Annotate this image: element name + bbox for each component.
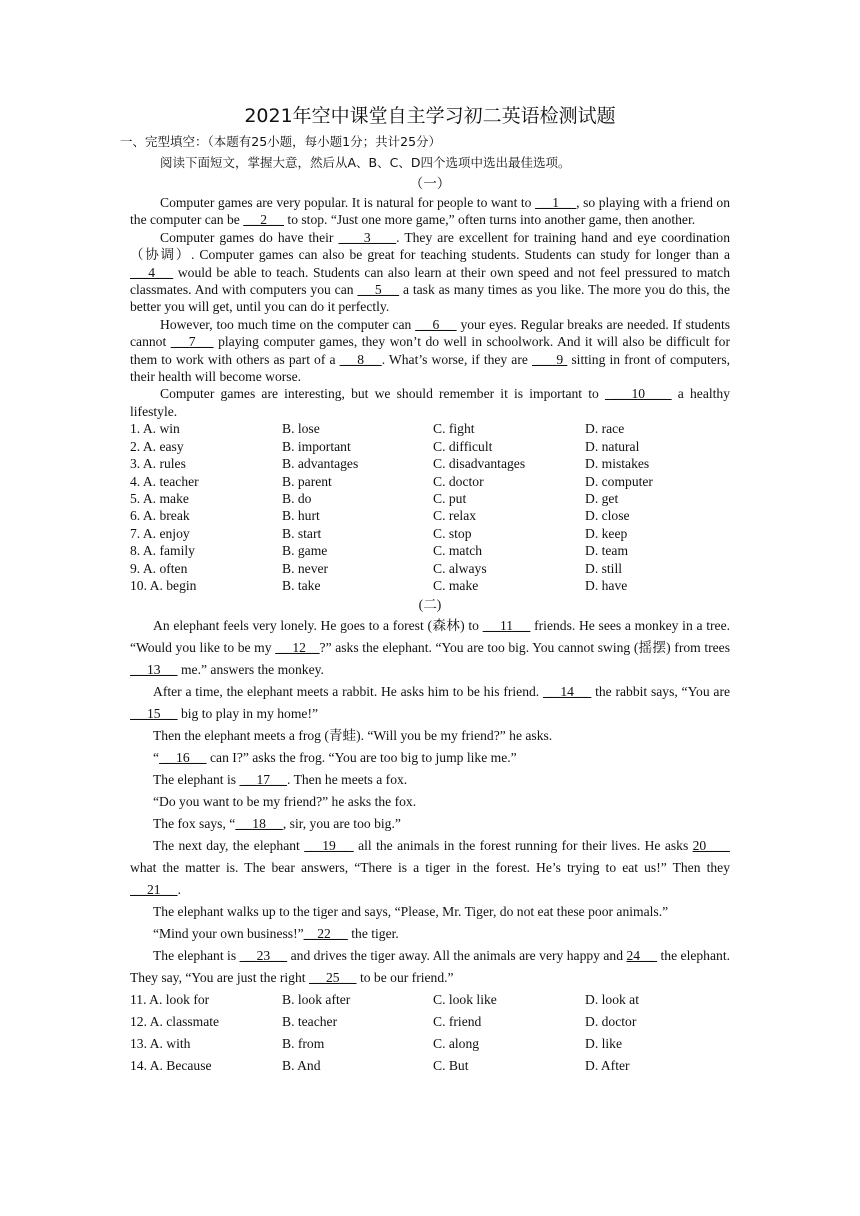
passage-text: Computer games are very popular. It is natural for people to want to [160, 195, 536, 210]
option-cell: D. doctor [585, 1014, 637, 1030]
option-cell: 5. A. make [130, 490, 189, 506]
option-row [130, 577, 730, 594]
page-title: 2021年空中课堂自主学习初二英语检测试题 [244, 105, 616, 127]
passage-2 [130, 615, 730, 989]
passage-text: the tiger. [347, 926, 399, 942]
option-cell: B. start [282, 525, 322, 541]
passage-paragraph [130, 813, 730, 835]
answer-blank: __16__ [159, 750, 207, 766]
passage-text: . They are excellent for training hand and eye coordination（协调）. Computer games can also be great for teaching students. Students can study for longer than a [130, 229, 730, 263]
passage-text: . Then he meets a fox. [287, 772, 408, 788]
passage-text: , so playing with a friend on the computer can be [130, 195, 731, 228]
passage-text: all the animals in the forest running for their lives. He asks [353, 838, 693, 854]
option-cell: B. lose [282, 421, 320, 437]
answer-blank: __21__ [130, 882, 178, 898]
option-cell: D. have [585, 577, 628, 593]
answer-blank: __7__ [170, 334, 214, 350]
option-cell: D. team [585, 543, 629, 559]
answer-blank: __18__ [235, 816, 283, 832]
answer-blank: __5__ [357, 282, 400, 298]
passage-text: to be our friend.” [356, 970, 454, 986]
passage-paragraph [130, 945, 730, 989]
option-cell: 12. A. classmate [130, 1014, 220, 1030]
option-cell: C. disadvantages [433, 456, 526, 472]
answer-blank: __8__ [339, 351, 382, 367]
passage-paragraph [130, 769, 730, 791]
option-cell: C. match [433, 543, 483, 559]
option-row [130, 560, 730, 577]
option-cell: B. hurt [282, 508, 320, 524]
option-cell: 6. A. break [130, 508, 190, 524]
passage-paragraph [130, 615, 730, 681]
option-cell: C. look like [433, 992, 497, 1008]
option-cell: D. close [585, 508, 630, 524]
option-cell: B. never [282, 560, 329, 576]
answer-blank: ___3___ [338, 229, 397, 245]
option-row [130, 1033, 730, 1055]
option-cell: C. along [433, 1036, 480, 1052]
passage-text: your eyes. Regular breaks are needed. If students cannot [130, 316, 731, 350]
passage-text: playing computer games, they won’t do well in schoolwork. And it will also be difficult for them to work with others as part of a [130, 334, 731, 367]
option-row [130, 438, 730, 455]
passage-text: me.” answers the monkey. [177, 662, 324, 678]
option-cell: D. natural [585, 438, 640, 454]
option-cell: B. game [282, 543, 328, 559]
answer-blank: __13__ [130, 662, 178, 678]
option-cell: D. mistakes [585, 456, 650, 472]
option-cell: 14. A. Because [130, 1058, 212, 1074]
passage-text: The fox says, “ [153, 816, 236, 832]
option-cell: B. take [282, 577, 321, 593]
option-cell: C. friend [433, 1014, 482, 1030]
passage-text: and drives the tiger away. All the animals are very happy and [287, 948, 627, 964]
passage-paragraph [130, 385, 730, 420]
answer-blank: __12__ [275, 640, 320, 656]
answer-blank: __11__ [482, 618, 531, 634]
answer-blank: __17__ [239, 772, 288, 788]
passage-paragraph [130, 316, 730, 386]
passage-text: to stop. “Just one more game,” often turns into another game, then another. [284, 212, 696, 228]
option-cell: 1. A. win [130, 421, 180, 437]
option-cell: D. still [585, 560, 623, 576]
option-cell: 7. A. enjoy [130, 525, 190, 541]
passage-paragraph [130, 923, 730, 945]
option-cell: D. computer [585, 473, 653, 489]
passage-text: , sir, you are too big.” [282, 816, 401, 832]
option-cell: B. from [282, 1036, 325, 1052]
option-cell: D. get [585, 490, 619, 506]
passage-text: “ [153, 750, 160, 766]
option-row [130, 1055, 730, 1077]
option-row [130, 1011, 730, 1033]
option-row [130, 525, 730, 542]
passage-text: can I?” asks the frog. “You are too big to jump like me.” [206, 750, 517, 766]
part-label-2: (二) [418, 597, 442, 613]
answer-blank: __22__ [303, 926, 348, 942]
passage-paragraph [130, 681, 730, 725]
answer-blank: __23__ [239, 948, 288, 964]
passage-text: the elephant. They say, “You are just the right [130, 948, 730, 986]
passage-text: what the matter is. The bear answers, “There is a tiger in the forest. He’s trying to eat us!” Then they [130, 860, 730, 876]
option-cell: C. difficult [433, 438, 493, 454]
option-cell: 4. A. teacher [130, 473, 199, 489]
passage-text: However, too much time on the computer can [160, 316, 416, 332]
option-cell: B. And [282, 1058, 321, 1074]
answer-blank: __2__ [243, 212, 285, 228]
passage-text: “Mind your own business!” [153, 926, 304, 942]
passage-text: “Do you want to be my friend?” he asks the fox. [153, 794, 417, 810]
options-table-2 [130, 989, 730, 1077]
option-cell: C. But [433, 1058, 469, 1074]
option-cell: 8. A. family [130, 543, 195, 559]
option-cell: B. look after [282, 992, 351, 1008]
passage-text: big to play in my home!” [177, 706, 319, 722]
passage-text: would be able to teach. Students can also learn at their own speed and not feel pressured to match classmates. And with computers you can [130, 264, 731, 298]
passage-text: Computer games are interesting, but we should remember it is important to [160, 386, 605, 402]
option-row [130, 420, 730, 437]
passage-text: a healthy lifestyle. [130, 386, 731, 419]
passage-text: The elephant walks up to the tiger and says, “Please, Mr. Tiger, do not eat these poor animals.” [153, 904, 669, 920]
passage-text: Computer games do have their [160, 229, 339, 245]
option-cell: B. do [282, 490, 312, 506]
option-cell: C. fight [433, 421, 475, 437]
option-cell: C. stop [433, 525, 472, 541]
answer-blank: 20___ [692, 838, 731, 854]
answer-blank: __6__ [415, 316, 457, 332]
option-cell: D. look at [585, 992, 639, 1008]
options-table-1 [130, 420, 730, 594]
option-cell: D. like [585, 1036, 622, 1052]
passage-text: After a time, the elephant meets a rabbit. He asks him to be his friend. [153, 684, 543, 700]
option-cell: B. advantages [282, 456, 359, 472]
answer-blank: ___10___ [604, 386, 672, 402]
option-cell: C. always [433, 560, 487, 576]
option-cell: C. make [433, 577, 479, 593]
passage-text: The elephant is [153, 772, 240, 788]
passage-text: . What’s worse, if they are [381, 351, 532, 367]
option-cell: 2. A. easy [130, 438, 184, 454]
section-instruction: 阅读下面短文，掌握大意，然后从A、B、C、D四个选项中选出最佳选项。 [160, 155, 571, 170]
answer-blank: 24__ [626, 948, 658, 964]
option-cell: D. keep [585, 525, 628, 541]
exam-content [120, 104, 731, 1077]
passage-paragraph [130, 835, 730, 901]
option-row [130, 455, 730, 472]
option-row [130, 473, 730, 490]
passage-text: sitting in front of computers, their health will become worse. [130, 351, 731, 385]
passage-paragraph [130, 725, 730, 747]
passage-text: . [177, 882, 181, 898]
passage-paragraph [130, 229, 730, 316]
answer-blank: __14__ [542, 684, 592, 700]
section-heading: 一、完型填空：（本题有25小题，每小题1分；共计25分） [120, 134, 442, 149]
answer-blank: __19__ [304, 838, 354, 854]
option-row [130, 989, 730, 1011]
answer-blank: __25__ [308, 970, 357, 986]
option-cell: B. important [282, 438, 351, 454]
option-cell: C. doctor [433, 473, 484, 489]
passage-paragraph [130, 194, 730, 229]
option-cell: B. teacher [282, 1014, 338, 1030]
option-cell: B. parent [282, 473, 332, 489]
passage-text: The next day, the elephant [153, 838, 305, 854]
passage-text: friends. He sees a monkey in a tree. “Would you like to be my [130, 618, 730, 656]
passage-text: An elephant feels very lonely. He goes to a forest (森林) to [153, 618, 483, 634]
passage-1 [130, 194, 730, 420]
option-row [130, 490, 730, 507]
option-row [130, 507, 730, 524]
passage-paragraph [130, 791, 730, 813]
passage-text: the rabbit says, “You are [591, 684, 730, 700]
passage-text: ?” asks the elephant. “You are too big. You cannot swing (摇摆) from trees [319, 640, 730, 656]
answer-blank: __4__ [130, 264, 174, 280]
option-cell: D. race [585, 421, 625, 437]
answer-blank: __15__ [130, 706, 178, 722]
option-cell: C. relax [433, 508, 477, 524]
passage-paragraph [130, 901, 730, 923]
option-cell: 11. A. look for [130, 992, 210, 1008]
option-cell: C. put [433, 490, 467, 506]
option-cell: 13. A. with [130, 1036, 191, 1052]
option-cell: 9. A. often [130, 560, 188, 576]
passage-text: The elephant is [153, 948, 240, 964]
option-cell: D. After [585, 1058, 630, 1074]
option-row [130, 542, 730, 559]
passage-paragraph [130, 747, 730, 769]
part-label-1: （一） [409, 176, 451, 191]
option-cell: 10. A. begin [130, 577, 197, 593]
passage-text: Then the elephant meets a frog (青蛙). “Will you be my friend?” he asks. [153, 728, 553, 744]
answer-blank: __1__ [535, 195, 577, 210]
answer-blank: ___9 [531, 351, 568, 367]
passage-text: a task as many times as you like. The more you do this, the better you will get, until you can do it perfectly. [130, 282, 730, 315]
option-cell: 3. A. rules [130, 456, 186, 472]
